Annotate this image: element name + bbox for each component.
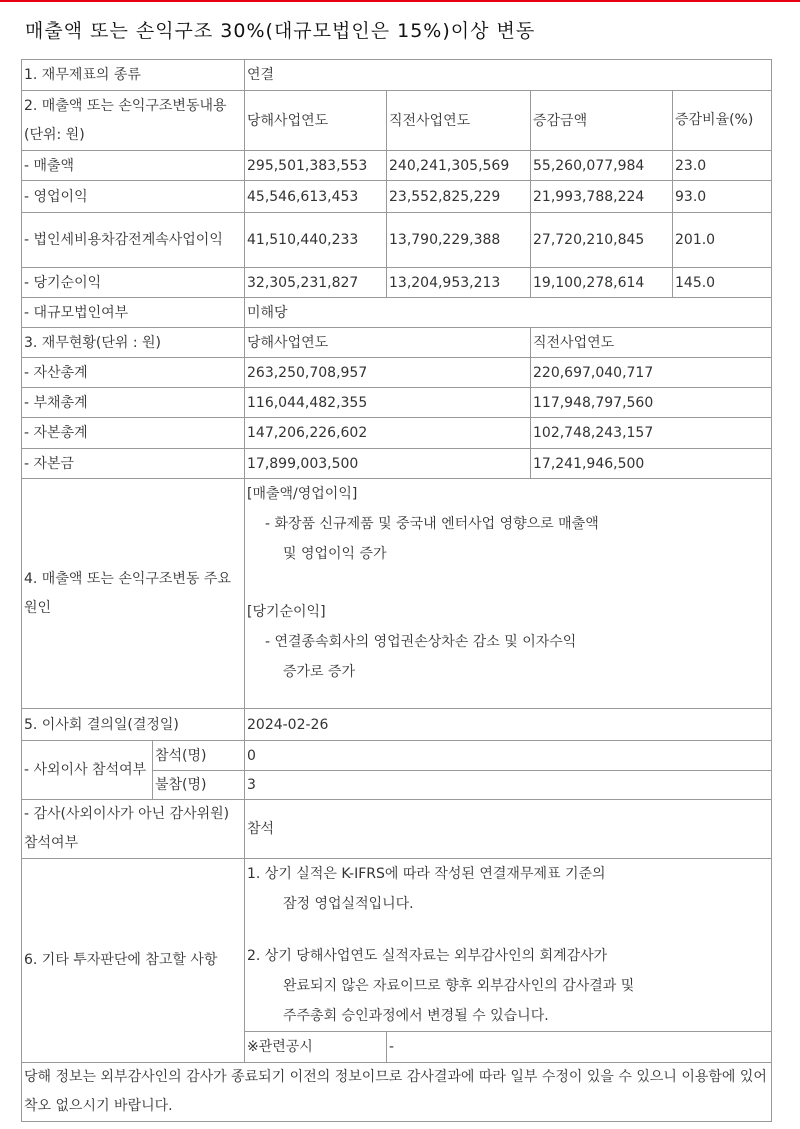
table-row bbox=[22, 388, 772, 418]
note-line: 1. 상기 실적은 K-IFRS에 따라 작성된 연결재무제표 기준의 bbox=[247, 866, 606, 882]
causes-content bbox=[245, 479, 772, 709]
note-line: 2. 상기 당해사업연도 실적자료는 외부감사인의 회계감사가 bbox=[247, 948, 608, 964]
table-row bbox=[22, 151, 772, 181]
cell: 21,993,788,224 bbox=[531, 181, 673, 213]
note-line: 잠정 영업실적입니다. bbox=[283, 896, 414, 912]
header-current-year: 당해사업연도 bbox=[245, 328, 531, 358]
related-disclosure-value: - bbox=[387, 1032, 772, 1063]
cell: 201.0 bbox=[673, 213, 772, 268]
other-label: 6. 기타 투자판단에 참고할 사항 bbox=[22, 859, 245, 1063]
statement-type-value: 연결 bbox=[245, 60, 772, 91]
footer-notice: 당해 정보는 외부감사인의 감사가 종료되기 이전의 정보이므로 감사결과에 따라 일부 수정이 있을 수 있으니 이용함에 있어 착오 없으시기 바랍니다. bbox=[22, 1063, 772, 1122]
cell: 17,241,946,500 bbox=[531, 449, 772, 479]
row-label: - 자본총계 bbox=[22, 418, 245, 449]
cell: 27,720,210,845 bbox=[531, 213, 673, 268]
row-label: - 영업이익 bbox=[22, 181, 245, 213]
cell: 147,206,226,602 bbox=[245, 418, 531, 449]
cell: 263,250,708,957 bbox=[245, 358, 531, 388]
cell: 220,697,040,717 bbox=[531, 358, 772, 388]
row-label: - 자본금 bbox=[22, 449, 245, 479]
causes-line: 증가로 증가 bbox=[283, 664, 356, 680]
outside-directors-label: - 사외이사 참석여부 bbox=[22, 741, 153, 800]
cell: 55,260,077,984 bbox=[531, 151, 673, 181]
other-notes bbox=[245, 859, 772, 1032]
table-row bbox=[22, 358, 772, 388]
table-row bbox=[22, 800, 772, 859]
cell: 13,790,229,388 bbox=[387, 213, 531, 268]
table-row bbox=[22, 60, 772, 91]
cell: 41,510,440,233 bbox=[245, 213, 387, 268]
cell: 116,044,482,355 bbox=[245, 388, 531, 418]
table-row bbox=[22, 181, 772, 213]
auditor-label: - 감사(사외이사가 아닌 감사위원)참석여부 bbox=[22, 800, 245, 859]
causes-heading: [매출액/영업이익] bbox=[247, 486, 358, 502]
changes-label: 2. 매출액 또는 손익구조변동내용(단위: 원) bbox=[22, 91, 245, 151]
table-row bbox=[22, 298, 772, 328]
row-label: - 법인세비용차감전계속사업이익 bbox=[22, 213, 245, 268]
cell: 19,100,278,614 bbox=[531, 268, 673, 298]
table-row bbox=[22, 1063, 772, 1122]
causes-label: 4. 매출액 또는 손익구조변동 주요원인 bbox=[22, 479, 245, 709]
table-row bbox=[22, 859, 772, 1032]
cell: 13,204,953,213 bbox=[387, 268, 531, 298]
present-label: 참석(명) bbox=[153, 741, 245, 771]
header-change-amount: 증감금액 bbox=[531, 91, 673, 151]
table-row bbox=[22, 328, 772, 358]
table-row bbox=[22, 741, 772, 771]
note-line: 주주총회 승인과정에서 변경될 수 있습니다. bbox=[283, 1008, 549, 1024]
board-date-value: 2024-02-26 bbox=[245, 709, 772, 741]
note-line: 완료되지 않은 자료이므로 향후 외부감사인의 감사결과 및 bbox=[283, 978, 635, 994]
statement-type-label: 1. 재무제표의 종류 bbox=[22, 60, 245, 91]
table-row bbox=[22, 268, 772, 298]
cell: 240,241,305,569 bbox=[387, 151, 531, 181]
cell: 17,899,003,500 bbox=[245, 449, 531, 479]
header-prior-year: 직전사업연도 bbox=[531, 328, 772, 358]
table-row bbox=[22, 213, 772, 268]
absent-value: 3 bbox=[245, 771, 772, 800]
cell: 102,748,243,157 bbox=[531, 418, 772, 449]
absent-label: 불참(명) bbox=[153, 771, 245, 800]
disclosure-table bbox=[21, 59, 772, 1122]
cell: 145.0 bbox=[673, 268, 772, 298]
row-label: - 당기순이익 bbox=[22, 268, 245, 298]
row-label: - 부채총계 bbox=[22, 388, 245, 418]
cell: 23.0 bbox=[673, 151, 772, 181]
cell: 93.0 bbox=[673, 181, 772, 213]
cell: 45,546,613,453 bbox=[245, 181, 387, 213]
auditor-value: 참석 bbox=[245, 800, 772, 859]
table-row bbox=[22, 91, 772, 151]
cell: 23,552,825,229 bbox=[387, 181, 531, 213]
large-corp-value: 미해당 bbox=[245, 298, 772, 328]
top-accent-bar bbox=[0, 0, 800, 2]
board-date-label: 5. 이사회 결의일(결정일) bbox=[22, 709, 245, 741]
table-row bbox=[22, 418, 772, 449]
causes-line: 및 영업이익 증가 bbox=[283, 546, 387, 562]
large-corp-label: - 대규모법인여부 bbox=[22, 298, 245, 328]
financials-label: 3. 재무현황(단위 : 원) bbox=[22, 328, 245, 358]
present-value: 0 bbox=[245, 741, 772, 771]
related-disclosure-label: ※관련공시 bbox=[245, 1032, 387, 1063]
header-change-ratio: 증감비율(%) bbox=[673, 91, 772, 151]
causes-heading: [당기순이익] bbox=[247, 604, 326, 620]
table-row bbox=[22, 709, 772, 741]
table-row bbox=[22, 479, 772, 709]
cell: 117,948,797,560 bbox=[531, 388, 772, 418]
page-title: 매출액 또는 손익구조 30%(대규모법인은 15%)이상 변동 bbox=[25, 20, 536, 42]
header-prior-year: 직전사업연도 bbox=[387, 91, 531, 151]
row-label: - 매출액 bbox=[22, 151, 245, 181]
cell: 295,501,383,553 bbox=[245, 151, 387, 181]
table-row bbox=[22, 449, 772, 479]
header-current-year: 당해사업연도 bbox=[245, 91, 387, 151]
row-label: - 자산총계 bbox=[22, 358, 245, 388]
causes-line: - 연결종속회사의 영업권손상차손 감소 및 이자수익 bbox=[265, 634, 577, 650]
causes-line: - 화장품 신규제품 및 중국내 엔터사업 영향으로 매출액 bbox=[265, 516, 599, 532]
cell: 32,305,231,827 bbox=[245, 268, 387, 298]
